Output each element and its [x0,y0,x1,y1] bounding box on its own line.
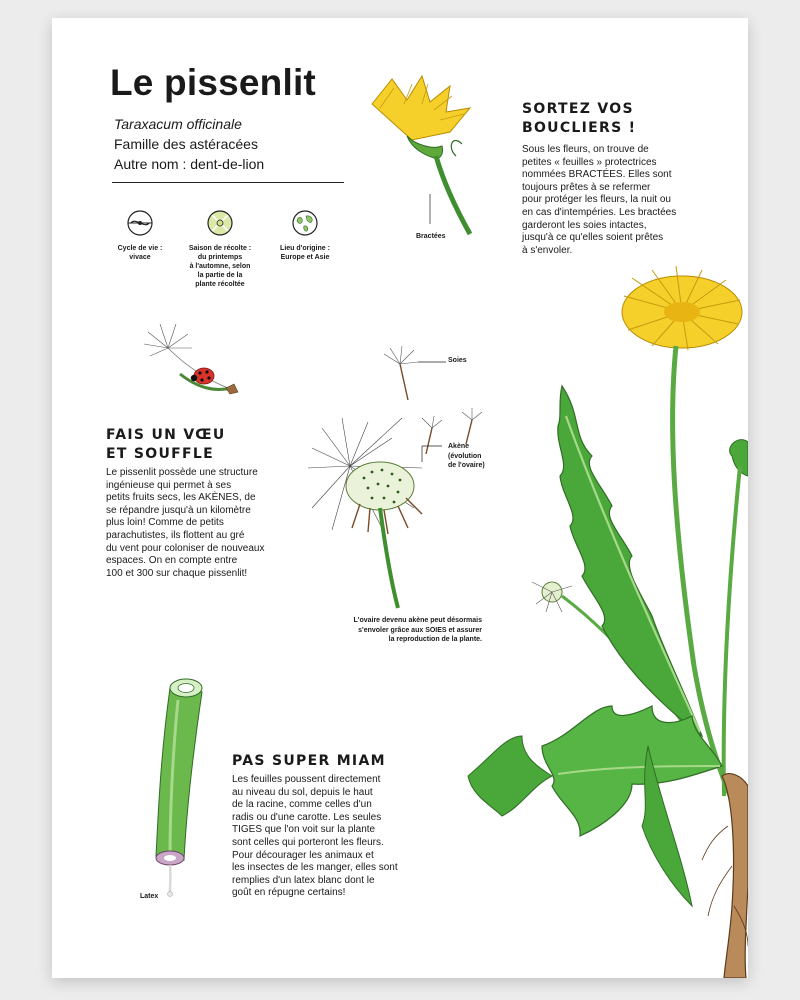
pappus [144,324,192,356]
poster [52,18,748,978]
other-name: Autre nom : dent-de-lion [114,156,265,172]
wish-line: petits fruits secs, les AKÈNES, de [106,492,256,504]
info-cycle [102,208,178,262]
dandelion-plant-illustration [462,266,748,978]
curled-bract [451,141,462,156]
bracts-flower-illustration [352,74,492,244]
bracts-line: Sous les fleurs, on trouve de [522,144,649,155]
small-flower-stem [436,156,470,234]
origin-label-1: Lieu d'origine : [280,245,330,252]
harvest-season-icon [205,208,235,238]
wish-line: ingénieuse qui permet à ses [106,479,232,491]
miam-heading: PAS SUPER MIAM [232,753,386,769]
wish-line: parachutistes, ils flottent au gré [106,529,245,541]
latex-label: Latex [140,893,159,900]
miam-line: de la racine, comme celles d'un [232,799,372,811]
akene-label-2: (évolution [448,452,482,460]
flying-seed [422,416,442,454]
harvest-label-2: du printemps [197,254,243,261]
miam-line: Pour décourager les animaux et [232,849,374,861]
seed-caption-1: L'ovaire devenu akène peut désormais [353,617,482,624]
seed-head-stem [380,508,398,608]
small-leaf-left [468,736,552,816]
wish-line: Le pissenlit possède une structure [106,467,258,478]
info-harvest [182,208,258,289]
globe-icon [290,208,320,238]
miam-line: radis ou d'une carotte. Les seules [232,811,382,823]
miam-line: au niveau du sol, depuis le haut [232,786,373,798]
ladybug-body [194,368,214,384]
miam-line: remplies d'un latex blanc dont le [232,874,375,886]
seed-caption-3: la reproduction de la plante. [388,636,482,643]
stem-section-illustration [140,670,230,910]
bracts-heading-1: SORTEZ VOS [522,101,634,117]
taproot [722,774,748,978]
bracts-label: Bractées [416,233,446,240]
harvest-label-5: plante récoltée [195,281,245,288]
cycle-label-1: Cycle de vie : [117,245,163,252]
harvest-label-3: à l'automne, selon [189,263,251,270]
harvest-label-4: la partie de la [197,272,243,279]
bracts-line: petites « feuilles » protectrices [522,156,657,168]
wish-line: 100 et 300 sur chaque pissenlit! [106,567,248,579]
bracts-line: toujours prêtes à se refermer [522,181,651,193]
flying-seed [384,346,418,400]
info-origin [267,208,343,262]
bracts-line: nommées BRACTÉES. Elles sont [522,169,672,181]
bracts-paragraph [522,144,732,257]
wish-heading-1: FAIS UN VŒU [106,427,226,443]
harvest-label-1: Saison de récolte : [188,245,252,252]
wish-line: du vent pour coloniser de nouveaux [106,542,265,554]
origin-label-2: Europe et Asie [280,254,330,261]
miam-line: sont celles qui porteront les fleurs. [232,836,384,848]
wish-heading-2: ET SOUFFLE [106,446,214,462]
miam-line: Les feuilles poussent directement [232,774,381,785]
miam-paragraph [232,774,442,900]
header-divider [112,182,344,183]
large-flower-head [622,266,742,350]
wish-line: se répandre jusqu'à un kilomètre [106,504,251,516]
wish-line: plus loin! Comme de petits [106,517,224,529]
bracts-line: en cas d'intempéries. Les bractées [522,206,677,218]
bracts-line: pour protéger les fleurs, la nuit ou [522,194,671,206]
miam-line: les insectes de les manger, elles sont [232,862,398,874]
bracts-line: garderont les soies intactes, [522,219,647,231]
soies-label: Soies [448,357,467,364]
seed-head-caption [302,616,482,645]
page-title: Le pissenlit [110,62,316,103]
bracts-heading-2: BOUCLIERS ! [522,120,637,136]
small-flower-head [372,76,470,140]
ladybug-illustration [138,318,248,408]
cycle-icon [125,208,155,238]
akene-label-3: de l'ovaire) [448,462,485,469]
cycle-label-2: vivace [129,254,151,261]
miam-line: TIGES que l'on voit sur la plante [232,824,376,836]
bracts-line: à s'envoler. [522,244,573,256]
seed-caption-2: s'envoler grâce aux SOIES et assurer [358,626,482,634]
latin-name: Taraxacum officinale [114,116,242,132]
bracts-line: jusqu'à ce qu'elles soient prêtes [522,232,664,244]
miam-line: goût en répugne certains! [232,887,346,899]
wish-line: espaces. On en compte entre [106,555,238,567]
family-name: Famille des astéracées [114,136,258,152]
akene-label-1: Akène [448,443,470,450]
